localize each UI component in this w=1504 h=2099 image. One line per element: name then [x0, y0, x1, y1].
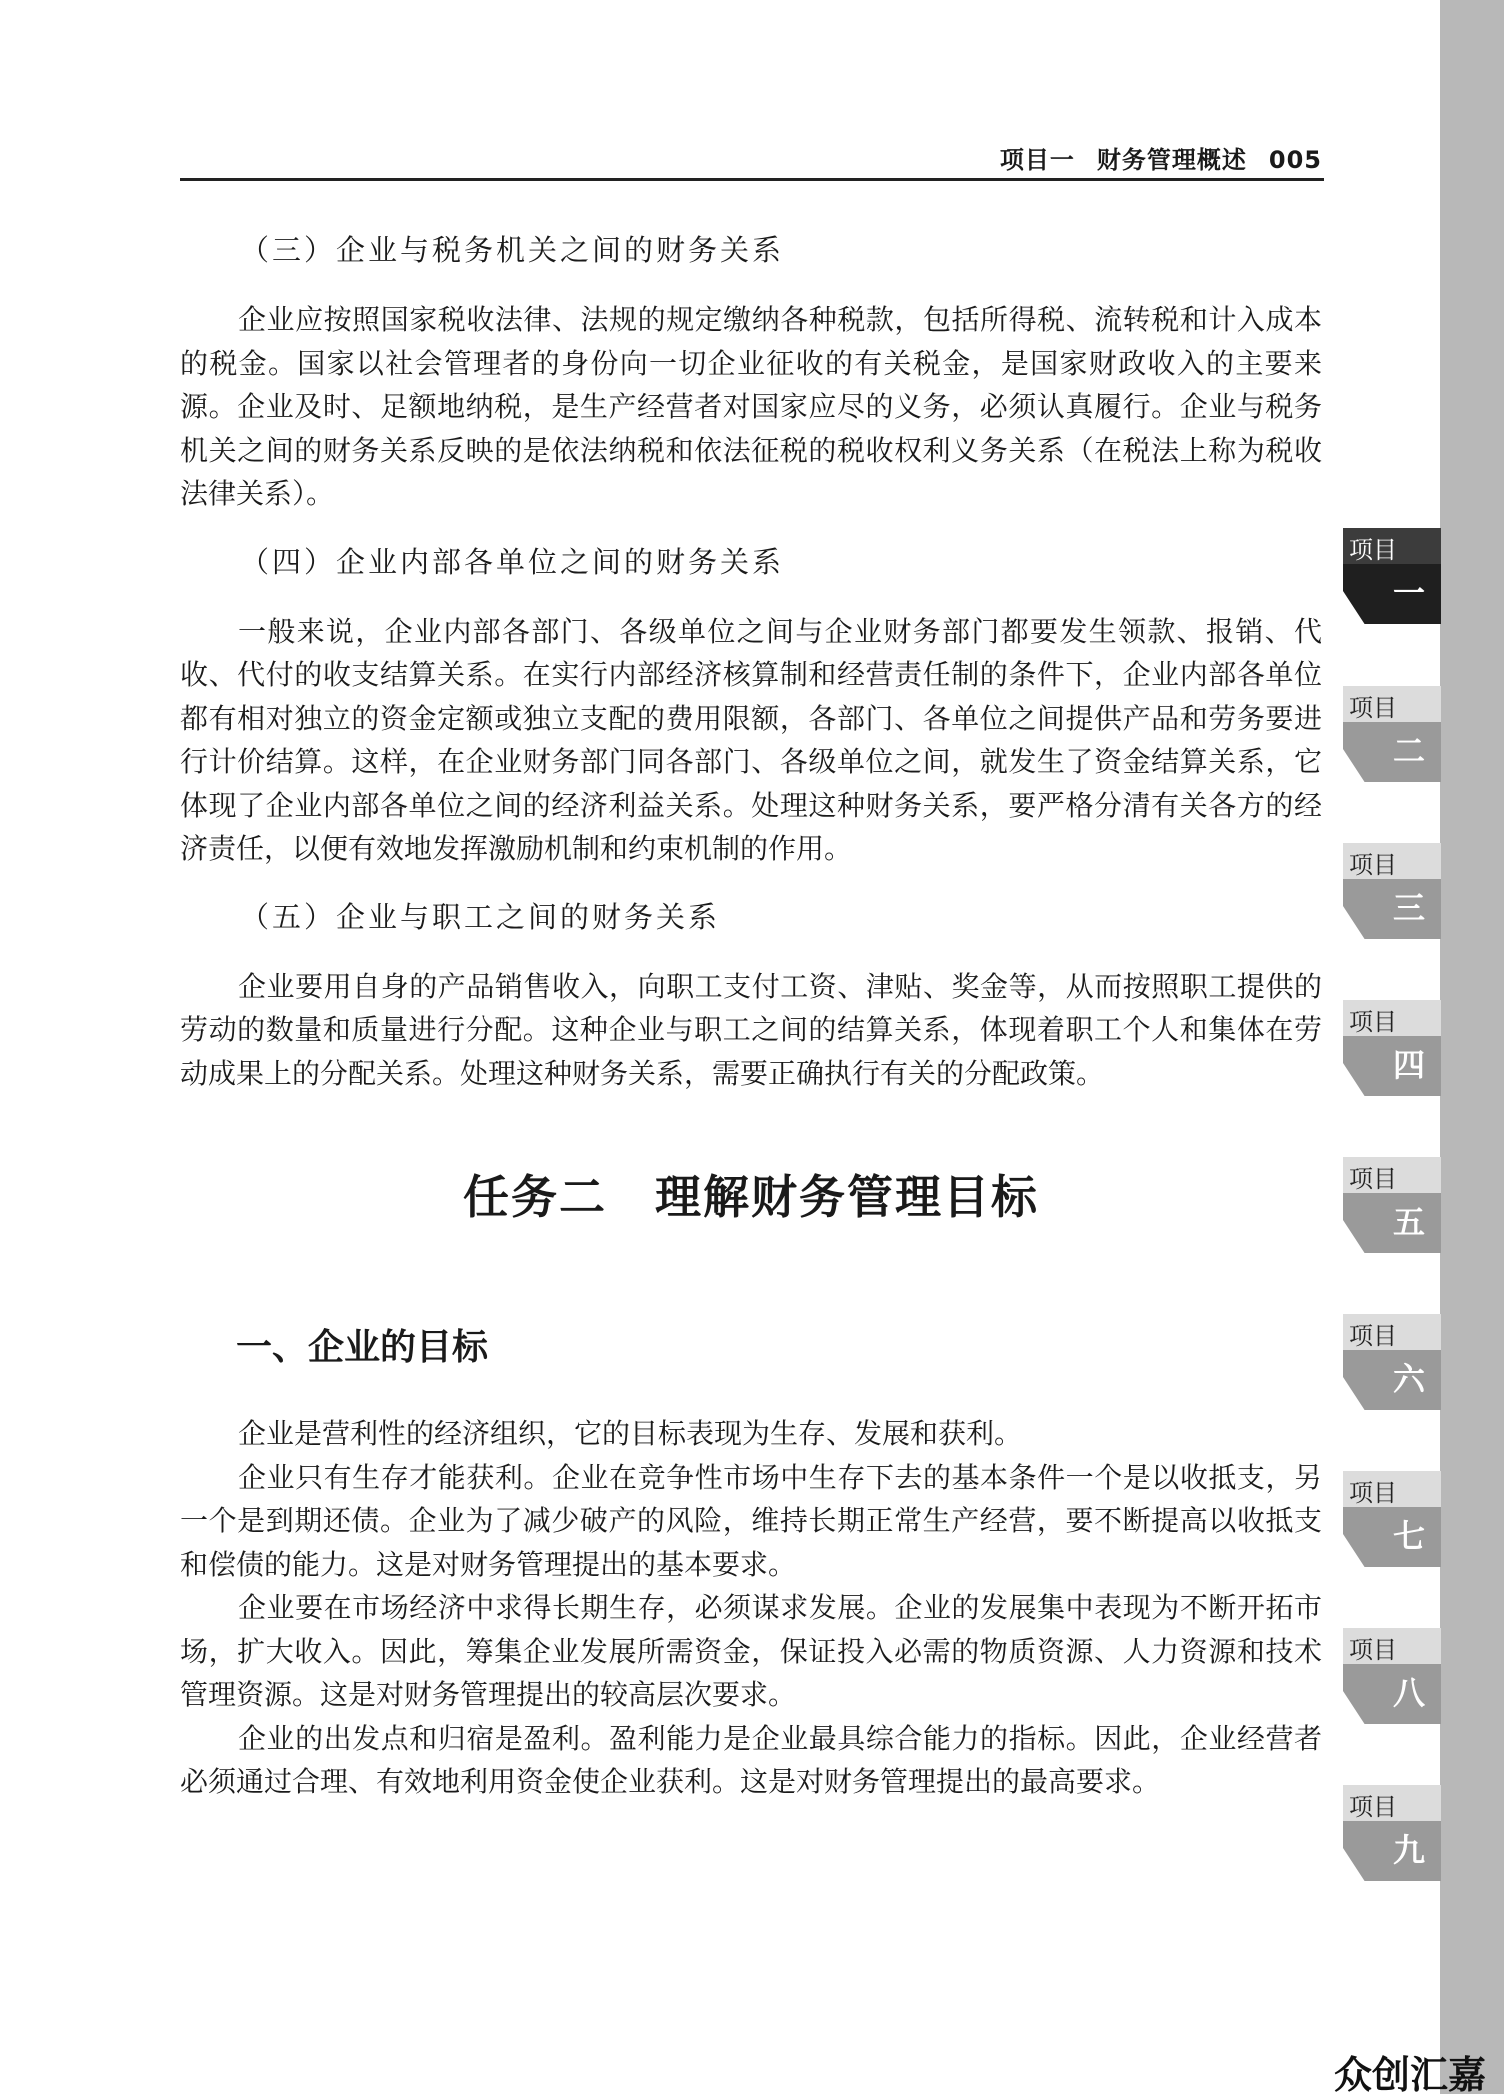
tab-label: 项目 [1349, 536, 1397, 564]
tab-project-7[interactable] [1343, 1471, 1441, 1581]
tab-number: 八 [1392, 1674, 1425, 1712]
paragraph: 一般来说，企业内部各部门、各级单位之间与企业财务部门都要发生领款、报销、代收、代付的收支结算关系。在实行内部经济核算制和经营责任制的条件下，企业内部各单位都有相对独立的资金定额或独立支配的费用限额，各部门、各单位之间提供产品和劳务要进行计价结算。这样，在企业财务部门同各部门、各级单位之间，就发生了资金结算关系，它体现了企业内部各单位之间的经济利益关系。处理这种财务关系，要严格分清有关各方的经济责任，以便有效地发挥激励机制和约束机制的作用。 [180, 614, 1322, 865]
tab-project-4[interactable] [1343, 1000, 1441, 1110]
tab-project-1[interactable] [1343, 528, 1441, 638]
tab-number: 五 [1392, 1203, 1425, 1241]
tab-project-9[interactable] [1343, 1785, 1441, 1895]
sidebar-strip [1440, 0, 1504, 2094]
task-title: 任务二 理解财务管理目标 [463, 1170, 1039, 1224]
tab-label: 项目 [1349, 1479, 1397, 1507]
header-project: 项目一 [999, 146, 1075, 174]
tab-number: 九 [1392, 1831, 1425, 1869]
tab-project-8[interactable] [1343, 1628, 1441, 1738]
paragraph: 企业应按照国家税收法律、法规的规定缴纳各种税款，包括所得税、流转税和计入成本的税金。国家以社会管理者的身份向一切企业征收的有关税金，是国家财政收入的主要来源。企业及时、足额地纳税，是生产经营者对国家应尽的义务，必须认真履行。企业与税务机关之间的财务关系反映的是依法纳税和依法征税的税收权利义务关系（在税法上称为税收法律关系）。 [180, 303, 1322, 510]
tab-label: 项目 [1349, 694, 1397, 722]
tab-number: 六 [1392, 1360, 1425, 1398]
header-rule [180, 178, 1324, 181]
subsection-heading-3: （三）企业与税务机关之间的财务关系 [240, 233, 785, 267]
paragraph: 企业要在市场经济中求得长期生存，必须谋求发展。企业的发展集中表现为不断开拓市场，扩大收入。因此，筹集企业发展所需资金，保证投入必需的物质资源、人力资源和技术管理资源。这是对财务管理提出的较高层次要求。 [180, 1591, 1322, 1711]
header-title: 财务管理概述 [1096, 146, 1247, 174]
paragraph: 企业要用自身的产品销售收入，向职工支付工资、津贴、奖金等，从而按照职工提供的劳动的数量和质量进行分配。这种企业与职工之间的结算关系，体现着职工个人和集体在劳动成果上的分配关系。处理这种财务关系，需要正确执行有关的分配政策。 [180, 969, 1322, 1090]
tab-number: 二 [1392, 732, 1425, 770]
section-body [180, 1412, 1322, 1804]
tab-number: 七 [1392, 1517, 1425, 1555]
tab-label: 项目 [1349, 1008, 1397, 1036]
tab-project-2[interactable] [1343, 686, 1441, 796]
tab-number: 四 [1392, 1046, 1425, 1084]
page-body [180, 228, 1322, 1804]
watermark: 众创汇嘉 [1334, 2053, 1487, 2097]
tab-project-3[interactable] [1343, 843, 1441, 953]
section-title: 一、企业的目标 [236, 1327, 489, 1368]
header-page-number: 005 [1268, 146, 1322, 174]
tab-number: 三 [1392, 889, 1425, 927]
tab-label: 项目 [1349, 1322, 1397, 1350]
paragraph: 企业的出发点和归宿是盈利。盈利能力是企业最具综合能力的指标。因此，企业经营者必须通过合理、有效地利用资金使企业获利。这是对财务管理提出的最高要求。 [180, 1721, 1322, 1798]
tab-number: 一 [1392, 574, 1425, 612]
subsection-heading-5: （五）企业与职工之间的财务关系 [240, 899, 721, 934]
tab-label: 项目 [1349, 1165, 1397, 1193]
tab-label: 项目 [1349, 1636, 1397, 1664]
running-header [180, 140, 1322, 175]
tab-project-6[interactable] [1343, 1314, 1441, 1424]
paragraph: 企业只有生存才能获利。企业在竞争性市场中生存下去的基本条件一个是以收抵支，另一个是到期还债。企业为了减少破产的风险，维持长期正常生产经营，要不断提高以收抵支和偿债的能力。这是对财务管理提出的基本要求。 [180, 1460, 1322, 1581]
tab-project-5[interactable] [1343, 1157, 1441, 1267]
paragraph: 企业是营利性的经济组织，它的目标表现为生存、发展和获利。 [238, 1417, 1023, 1450]
subsection-heading-4: （四）企业内部各单位之间的财务关系 [240, 544, 785, 579]
tab-label: 项目 [1349, 851, 1397, 879]
tab-label: 项目 [1349, 1793, 1397, 1821]
